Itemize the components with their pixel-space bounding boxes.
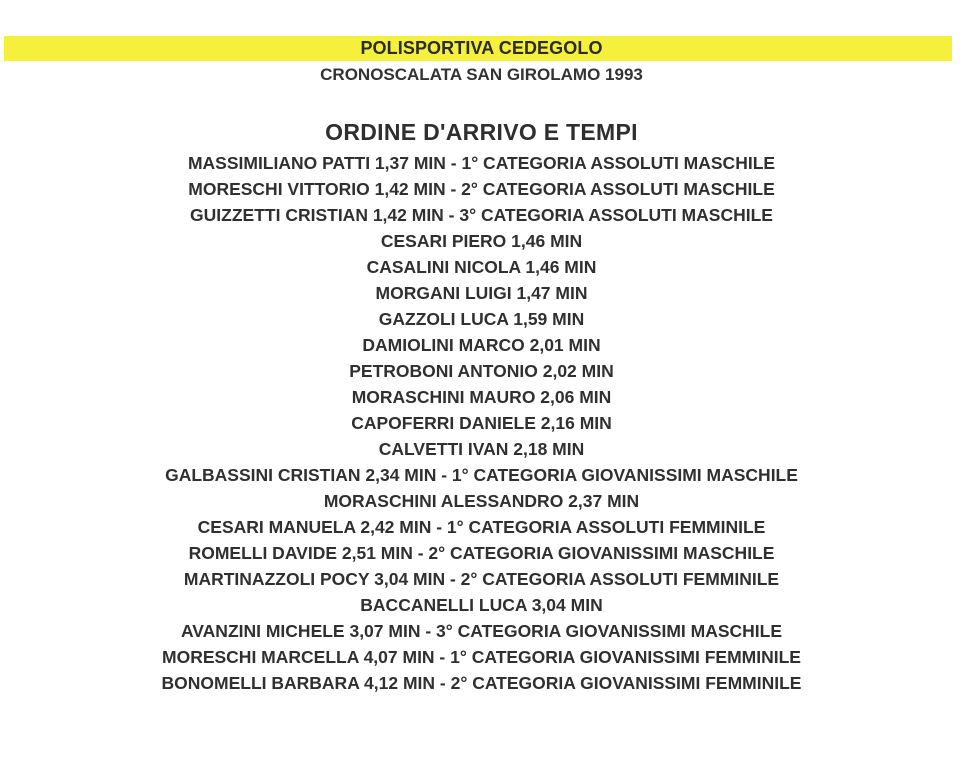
result-row: BONOMELLI BARBARA 4,12 MIN - 2° CATEGORIA GIOVANISSIMI FEMMINILE bbox=[161, 673, 802, 693]
result-row: MORESCHI MARCELLA 4,07 MIN - 1° CATEGORIA GIOVANISSIMI FEMMINILE bbox=[162, 647, 801, 667]
result-row: GAZZOLI LUCA 1,59 MIN bbox=[378, 309, 585, 329]
result-row: DAMIOLINI MARCO 2,01 MIN bbox=[362, 335, 601, 355]
result-row: GALBASSINI CRISTIAN 2,34 MIN - 1° CATEGORIA GIOVANISSIMI MASCHILE bbox=[165, 465, 798, 485]
event-name: CRONOSCALATA SAN GIROLAMO 1993 bbox=[320, 65, 643, 84]
result-row: MASSIMILIANO PATTI 1,37 MIN - 1° CATEGORIA ASSOLUTI MASCHILE bbox=[187, 153, 776, 173]
result-row: CASALINI NICOLA 1,46 MIN bbox=[366, 257, 597, 277]
club-name: POLISPORTIVA CEDEGOLO bbox=[360, 38, 603, 58]
result-row: MORASCHINI MAURO 2,06 MIN bbox=[351, 387, 612, 407]
results-list bbox=[0, 150, 963, 696]
result-row: AVANZINI MICHELE 3,07 MIN - 3° CATEGORIA GIOVANISSIMI MASCHILE bbox=[180, 621, 783, 641]
result-row: MORASCHINI ALESSANDRO 2,37 MIN bbox=[323, 491, 640, 511]
result-row: CESARI PIERO 1,46 MIN bbox=[380, 231, 583, 251]
result-row: CAPOFERRI DANIELE 2,16 MIN bbox=[351, 413, 612, 433]
result-row: MARTINAZZOLI POCY 3,04 MIN - 2° CATEGORIA ASSOLUTI FEMMINILE bbox=[183, 569, 780, 589]
result-row: MORGANI LUIGI 1,47 MIN bbox=[375, 283, 588, 303]
result-row: GUIZZETTI CRISTIAN 1,42 MIN - 3° CATEGORIA ASSOLUTI MASCHILE bbox=[190, 205, 773, 225]
result-row: CALVETTI IVAN 2,18 MIN bbox=[378, 439, 585, 459]
results-title: ORDINE D'ARRIVO E TEMPI bbox=[325, 119, 638, 145]
result-row: ROMELLI DAVIDE 2,51 MIN - 2° CATEGORIA GIOVANISSIMI MASCHILE bbox=[188, 543, 775, 563]
result-row: BACCANELLI LUCA 3,04 MIN bbox=[360, 595, 603, 615]
result-row: CESARI MANUELA 2,42 MIN - 1° CATEGORIA ASSOLUTI FEMMINILE bbox=[197, 517, 766, 537]
result-row: PETROBONI ANTONIO 2,02 MIN bbox=[349, 361, 614, 381]
result-row: MORESCHI VITTORIO 1,42 MIN - 2° CATEGORIA ASSOLUTI MASCHILE bbox=[188, 179, 775, 199]
